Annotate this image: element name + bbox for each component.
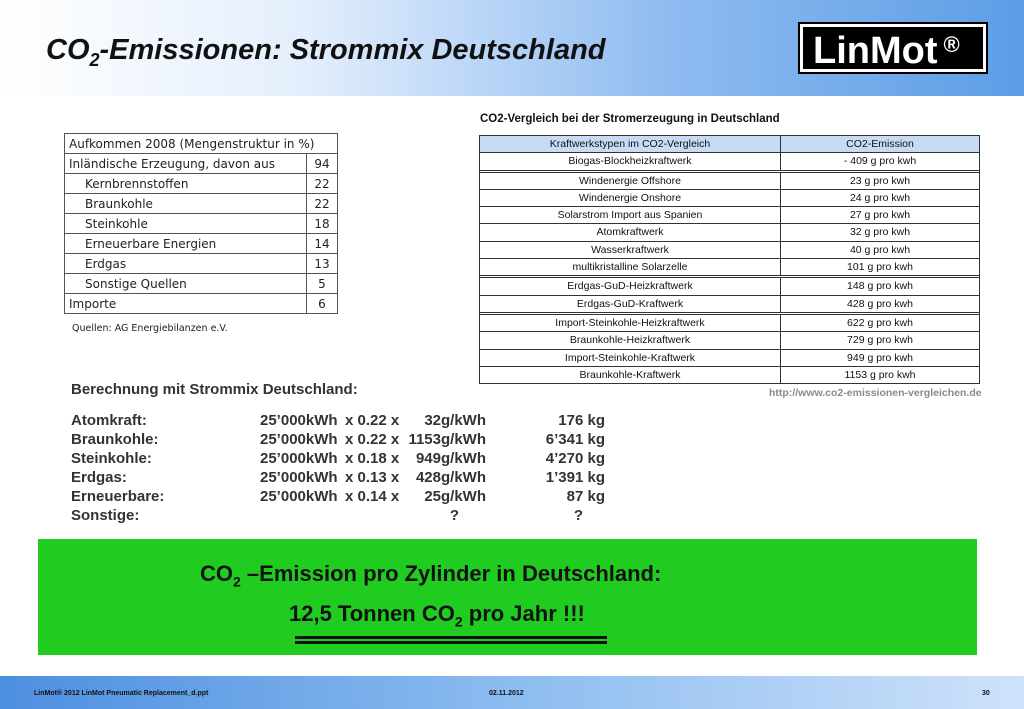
table-header-row: Kraftwerkstypen im CO2-Vergleich CO2-Emission <box>480 136 979 153</box>
footer-page-number: 30 <box>982 690 990 697</box>
co2-summary-banner <box>38 539 977 655</box>
mix-source-note: Quellen: AG Energiebilanzen e.V. <box>72 323 228 334</box>
calculation-row: Sonstige: ? ? <box>71 507 583 524</box>
table-row: Atomkraftwerk 32 g pro kwh <box>480 224 979 241</box>
table-row: Wasserkraftwerk 40 g pro kwh <box>480 242 979 259</box>
double-underline <box>295 641 607 644</box>
linmot-logo: LinMot ® <box>800 24 986 72</box>
footer-date: 02.11.2012 <box>489 690 524 697</box>
source-url: http://www.co2-emissionen-vergleichen.de <box>769 387 982 399</box>
table-row: Steinkohle 18 <box>65 214 338 234</box>
table-row: Windenergie Offshore 23 g pro kwh <box>480 173 979 190</box>
banner-headline: $CO_2$ –Emission pro Zylinder in Deutschland: <box>200 561 662 590</box>
table-row: Braunkohle-Kraftwerk 1153 g pro kwh <box>480 367 979 383</box>
calculation-heading: Berechnung mit Strommix Deutschland: <box>71 381 358 398</box>
calculation-row: Steinkohle: 25’000kWh x 0.18 x 949g/kWh 4’270 kg <box>71 450 605 467</box>
table-row: Import-Steinkohle-Kraftwerk 949 g pro kwh <box>480 350 979 367</box>
table-row: Erdgas 13 <box>65 254 338 274</box>
energy-mix-table <box>64 133 338 314</box>
double-underline <box>295 636 607 639</box>
table-header-row: Aufkommen 2008 (Mengenstruktur in %) <box>65 134 338 154</box>
table-row: Inländische Erzeugung, davon aus 94 <box>65 154 338 174</box>
table-row: Solarstrom Import aus Spanien 27 g pro kwh <box>480 207 979 224</box>
table-row: Braunkohle-Heizkraftwerk 729 g pro kwh <box>480 332 979 349</box>
calculation-row: Erdgas: 25’000kWh x 0.13 x 428g/kWh 1’391 kg <box>71 469 605 486</box>
table-row: Importe 6 <box>65 294 338 314</box>
table-row: multikristalline Solarzelle 101 g pro kwh <box>480 259 979 278</box>
calculation-row: Braunkohle: 25’000kWh x 0.22 x 1153g/kWh 6’341 kg <box>71 431 605 448</box>
slide-title: $CO_2$-Emissionen: Strommix Deutschland <box>46 34 606 70</box>
table-row: Windenergie Onshore 24 g pro kwh <box>480 190 979 207</box>
table-row: Erdgas-GuD-Kraftwerk 428 g pro kwh <box>480 296 979 315</box>
slide-footer <box>0 676 1024 709</box>
co2-comparison-table <box>479 135 980 384</box>
table-row: Sonstige Quellen 5 <box>65 274 338 294</box>
calculation-row: Atomkraft: 25’000kWh x 0.22 x 32g/kWh 176 kg <box>71 412 605 429</box>
table-row: Import-Steinkohle-Heizkraftwerk 622 g pro kwh <box>480 315 979 332</box>
table-row: Biogas-Blockheizkraftwerk - 409 g pro kwh <box>480 153 979 172</box>
table-row: Erneuerbare Energien 14 <box>65 234 338 254</box>
footer-file-label: LinMot® 2012 LinMot Pneumatic Replacement_d.ppt <box>34 690 209 697</box>
calculation-row: Erneuerbare: 25’000kWh x 0.14 x 25g/kWh 87 kg <box>71 488 605 505</box>
table-row: Braunkohle 22 <box>65 194 338 214</box>
comparison-title: CO2-Vergleich bei der Stromerzeugung in Deutschland <box>480 113 780 125</box>
table-row: Erdgas-GuD-Heizkraftwerk 148 g pro kwh <box>480 278 979 295</box>
table-row: Kernbrennstoffen 22 <box>65 174 338 194</box>
banner-result: 12,5 Tonnen $CO_2$ pro Jahr !!! <box>289 601 585 630</box>
